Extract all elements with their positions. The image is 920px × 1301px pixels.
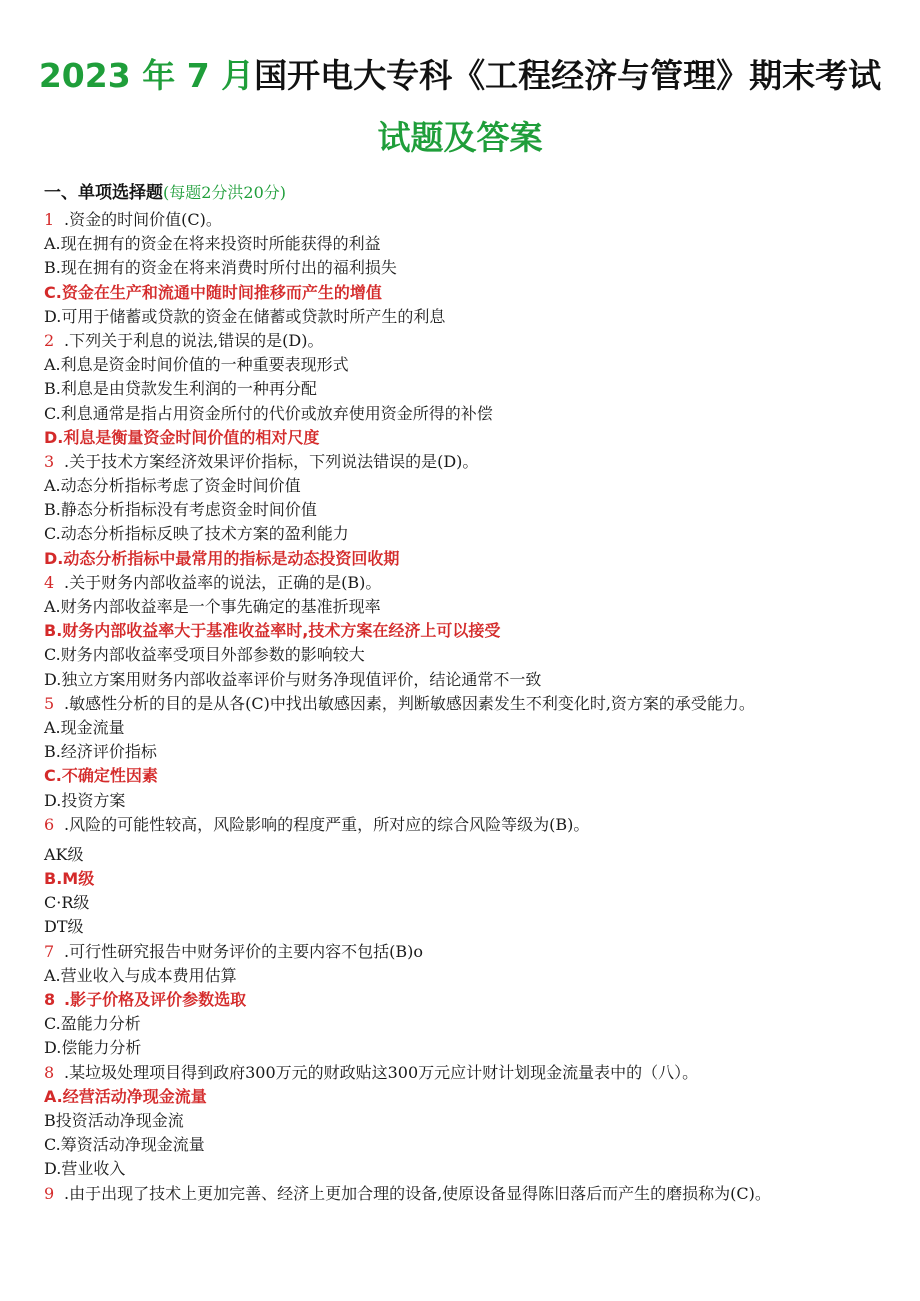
option-line [44, 915, 904, 939]
line-text: B.M级 [44, 869, 95, 889]
option-line [44, 668, 904, 692]
line-text: A.现金流量 [44, 717, 125, 737]
question-number: 1 [44, 210, 55, 229]
option-line [44, 740, 904, 764]
question-number: 7 [44, 941, 55, 961]
line-text: A.经营活动净现金流量 [44, 1086, 207, 1106]
option-line [44, 1109, 904, 1133]
option-line [44, 1133, 904, 1157]
line-text: A.营业收入与成本费用估算 [44, 965, 237, 985]
line-text: .敏感性分析的目的是从各(C)中找出敏感因素，判断敏感因素发生不利变化时,资方案的承受能力。 [64, 693, 755, 713]
question-number: 4 [44, 572, 55, 592]
line-text: .可行性研究报告中财务评价的主要内容不包括(B)o [64, 941, 423, 961]
question-stem [44, 329, 904, 353]
line-text: C.动态分析指标反映了技术方案的盈利能力 [44, 524, 349, 544]
option-line [44, 789, 904, 813]
title-year-suffix: 年 [142, 56, 176, 95]
answer-option [44, 281, 904, 305]
line-text: B投资活动净现金流 [44, 1110, 184, 1130]
line-text: C.利息通常是指占用资金所付的代价或放弃使用资金所得的补偿 [44, 403, 493, 423]
option-line [44, 964, 904, 988]
answer-option [44, 619, 904, 643]
title-month-suffix: 月 [221, 56, 255, 95]
option-line [44, 353, 904, 377]
option-line [44, 522, 904, 546]
option-line [44, 498, 904, 522]
line-text: .关于财务内部收益率的说法，正确的是(B)。 [64, 572, 382, 592]
answer-option [44, 547, 904, 571]
question-stem [44, 813, 904, 837]
option-line [44, 377, 904, 401]
line-text: .下列关于利息的说法,错误的是(D)。 [64, 330, 324, 350]
section-heading-text: 一、单项选择题 [44, 183, 163, 203]
question-stem [44, 450, 904, 474]
option-line [44, 716, 904, 740]
question-stem [44, 1061, 904, 1085]
line-text: .关于技术方案经济效果评价指标，下列说法错误的是(D)。 [64, 451, 479, 471]
document-title-line2: 试题及答案 [377, 118, 543, 157]
option-line [44, 256, 904, 280]
line-text: C·R级 [44, 893, 90, 913]
question-number: 8 [44, 1062, 55, 1082]
line-text: C.盈能力分析 [44, 1014, 141, 1034]
line-text: .由于出现了技术上更加完善、经济上更加合理的设备,使原设备显得陈旧落后而产生的磨损称为(C)。 [64, 1183, 771, 1203]
line-text: B.财务内部收益率大于基准收益率时,技术方案在经济上可以接受 [44, 621, 501, 641]
option-line [44, 643, 904, 667]
option-line [44, 232, 904, 256]
option-line [44, 1012, 904, 1036]
answer-option [44, 988, 904, 1012]
answer-option [44, 867, 904, 891]
section-heading [44, 178, 286, 203]
line-text: A.财务内部收益率是一个事先确定的基准折现率 [44, 597, 381, 616]
option-line [44, 595, 904, 619]
line-text: D.可用于储蓄或贷款的资金在储蓄或贷款时所产生的利息 [44, 306, 446, 326]
line-text: D.动态分析指标中最常用的指标是动态投资回收期 [44, 548, 400, 568]
option-line [44, 474, 904, 498]
title-month: 7 [186, 56, 210, 95]
question-stem [44, 571, 904, 595]
line-text: B.现在拥有的资金在将来消费时所付出的福利损失 [44, 258, 397, 278]
line-text: C.财务内部收益率受项目外部参数的影响较大 [44, 645, 365, 665]
question-number: 8 [44, 990, 56, 1009]
line-text: .某垃圾处理项目得到政府300万元的财政贴这300万元应计财计划现金流量表中的（八）。 [64, 1062, 699, 1082]
line-text: A.利息是资金时间价值的一种重要表现形式 [44, 355, 349, 375]
question-number: 6 [44, 814, 55, 834]
title-year: 2023 [38, 56, 131, 95]
line-text: .资金的时间价值(C)。 [64, 210, 222, 229]
line-text: C.筹资活动净现金流量 [44, 1135, 205, 1155]
option-line [44, 843, 904, 867]
section-note: (每题2分洪20分) [163, 183, 287, 202]
line-text: B.利息是由贷款发生利润的一种再分配 [44, 379, 317, 399]
line-text: D.偿能力分析 [44, 1038, 142, 1058]
line-text: .影子价格及评价参数选取 [64, 990, 247, 1009]
option-line [44, 305, 904, 329]
line-text: B.静态分析指标没有考虑资金时间价值 [44, 500, 317, 520]
line-text: C.资金在生产和流通中随时间推移而产生的增值 [44, 282, 382, 302]
line-text: C.不确定性因素 [44, 766, 158, 786]
answer-option [44, 1085, 904, 1109]
option-line [44, 1157, 904, 1181]
question-stem [44, 208, 904, 232]
question-stem [44, 940, 904, 964]
line-text: A.动态分析指标考虑了资金时间价值 [44, 476, 301, 496]
question-stem [44, 1182, 904, 1206]
line-text: DT级 [44, 917, 84, 937]
option-line [44, 1036, 904, 1060]
line-text: D.利息是衡量资金时间价值的相对尺度 [44, 427, 320, 447]
title-rest: 国开电大专科《工程经济与管理》期末考试 [254, 56, 882, 95]
line-text: D.投资方案 [44, 790, 126, 810]
answer-option [44, 764, 904, 788]
question-number: 2 [44, 330, 55, 350]
line-text: A.现在拥有的资金在将来投资时所能获得的利益 [44, 234, 381, 254]
question-list [44, 208, 904, 1206]
question-number: 9 [44, 1183, 55, 1203]
answer-option [44, 426, 904, 450]
option-line [44, 891, 904, 915]
line-text: D.独立方案用财务内部收益率评价与财务净现值评价，结论通常不一致 [44, 669, 542, 689]
line-text: AK级 [44, 844, 84, 864]
line-text: .风险的可能性较高，风险影响的程度严重，所对应的综合风险等级为(B)。 [64, 814, 590, 834]
line-text: D.营业收入 [44, 1159, 126, 1179]
question-stem [44, 692, 904, 716]
document-title-line1 [0, 50, 920, 97]
question-number: 5 [44, 693, 55, 713]
line-text: B.经济评价指标 [44, 742, 157, 762]
question-number: 3 [44, 451, 55, 471]
option-line [44, 402, 904, 426]
